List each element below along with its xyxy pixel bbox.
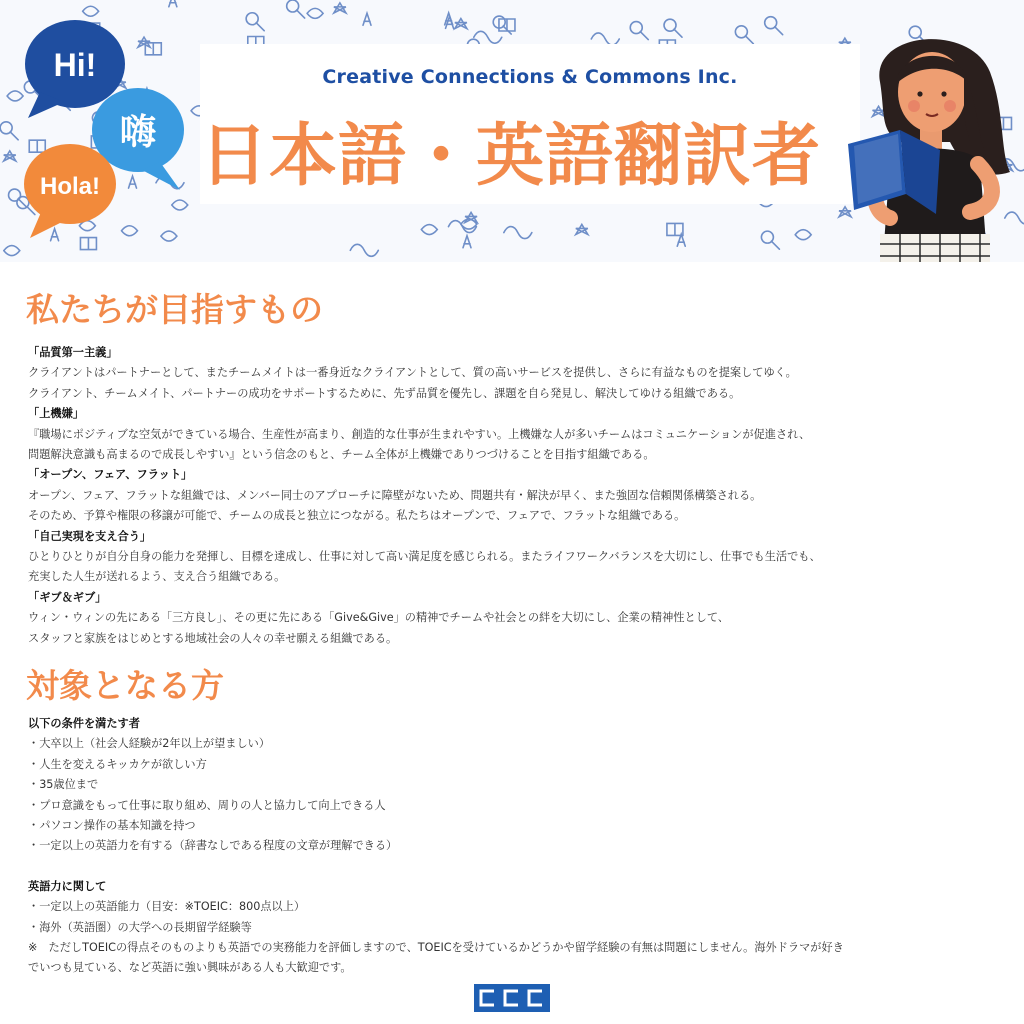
hola-bubble [24,144,116,238]
condition-item: ・一定以上の英語力を有する（辞書なしである程度の文章が理解できる） [28,839,398,853]
mission-item-heading: 「自己実現を支え合う」 [28,529,152,543]
ccc-logo [474,984,550,1012]
header-banner [0,0,1024,262]
mission-item-heading: 「品質第一主義」 [28,346,118,359]
note-text: でいつも見ている、など英語に強い興味がある人も大歓迎です。 [28,961,352,975]
mission-item-text: スタッフと家族をはじめとする地域社会の人々の幸せ願える組織である。 [28,631,398,645]
target-content [28,714,988,979]
mission-section-title: 私たちが目指すもの [26,290,323,329]
reading-girl-illustration [840,22,1024,262]
condition-item: ・人生を変えるキッカケが欲しい方 [28,757,207,771]
condition-item: ・パソコン操作の基本知識を持つ [28,819,196,833]
mission-item-text: クライアント、チームメイト、パートナーの成功をサポートするために、先ず品質を優先し、課題を自ら発見し、解決してゆける組織である。 [28,386,741,400]
mission-item-heading: 「ギブ＆ギブ」 [28,590,107,604]
job-title: 日本語・英語翻訳者 [200,117,822,196]
mission-item-text: ひとりひとりが自分自身の能力を発揮し、目標を達成し、仕事に対して高い満足度を感じられる。またライフワークバランスを大切にし、仕事でも生活でも、 [28,550,821,564]
english-item: ・海外（英語圏）の大学への長期留学経験等 [28,920,252,934]
chinese-hi-bubble-text: 嗨 [119,112,157,153]
mission-item-text: クライアントはパートナーとして、またチームメイトは一番身近なクライアントとして、質の高いサービスを提供し、さらに有益なものを提案してゆく。 [28,366,797,380]
english-item: ・一定以上の英語能力（目安：※TOEIC：800点以上） [28,900,306,914]
title-area [200,44,860,204]
note-text: ※ ただしTOEICの得点そのものよりも英語での実務能力を評価しますので、TOEICを受けているかどうかや留学経験の有無は問題にしません。海外ドラマが好き [28,941,844,955]
mission-item-text: ウィン・ウィンの先にある「三方良し」、その更に先にある「Give&Give」の精神でチームや社会との絆を大切にし、企業の精神性として、 [28,611,729,625]
target-section-title: 対象となる方 [26,666,224,705]
mission-item-text: 充実した人生が送れるよう、支え合う組織である。 [28,570,286,584]
mission-item-heading: 「オープン、フェア、フラット」 [28,468,193,482]
company-name: Creative Connections & Commons Inc. [322,66,738,88]
ccc-logo-text: CCC [512,1010,515,1011]
mission-item-text: オープン、フェア、フラットな組織では、メンバー同士のアプローチに障壁がないため、問題共有・解決が早く、また強固な信頼関係構築される。 [28,488,762,502]
conditions-heading: 以下の条件を満たす者 [28,717,140,730]
greeting-bubbles [20,12,190,244]
hi-bubble-text: Hi! [53,47,97,83]
hola-bubble-text: Hola! [40,173,100,200]
mission-item-text: 『職場にポジティブな空気ができている場合、生産性が高まり、創造的な仕事が生まれやすい。上機嫌な人が多いチームはコミュニケーションが促進され、 [28,427,811,441]
mission-item-text: そのため、予算や権限の移譲が可能で、チームの成長と独立につながる。私たちはオープンで、フェアで、フラットな組織である。 [28,509,686,523]
mission-item-heading: 「上機嫌」 [28,407,84,421]
condition-item: ・35歳位まで [28,778,99,792]
condition-item: ・大卒以上（社会人経験が2年以上が望ましい） [28,737,271,751]
condition-item: ・プロ意識をもって仕事に取り組め、周りの人と協力して向上できる人 [28,798,386,812]
mission-item-text: 問題解決意識も高まるので成長しやすい』という信念のもと、チーム全体が上機嫌でありつづけることを目指す組織である。 [28,448,655,462]
mission-content [28,343,988,649]
english-heading: 英語力に関して [28,879,107,893]
